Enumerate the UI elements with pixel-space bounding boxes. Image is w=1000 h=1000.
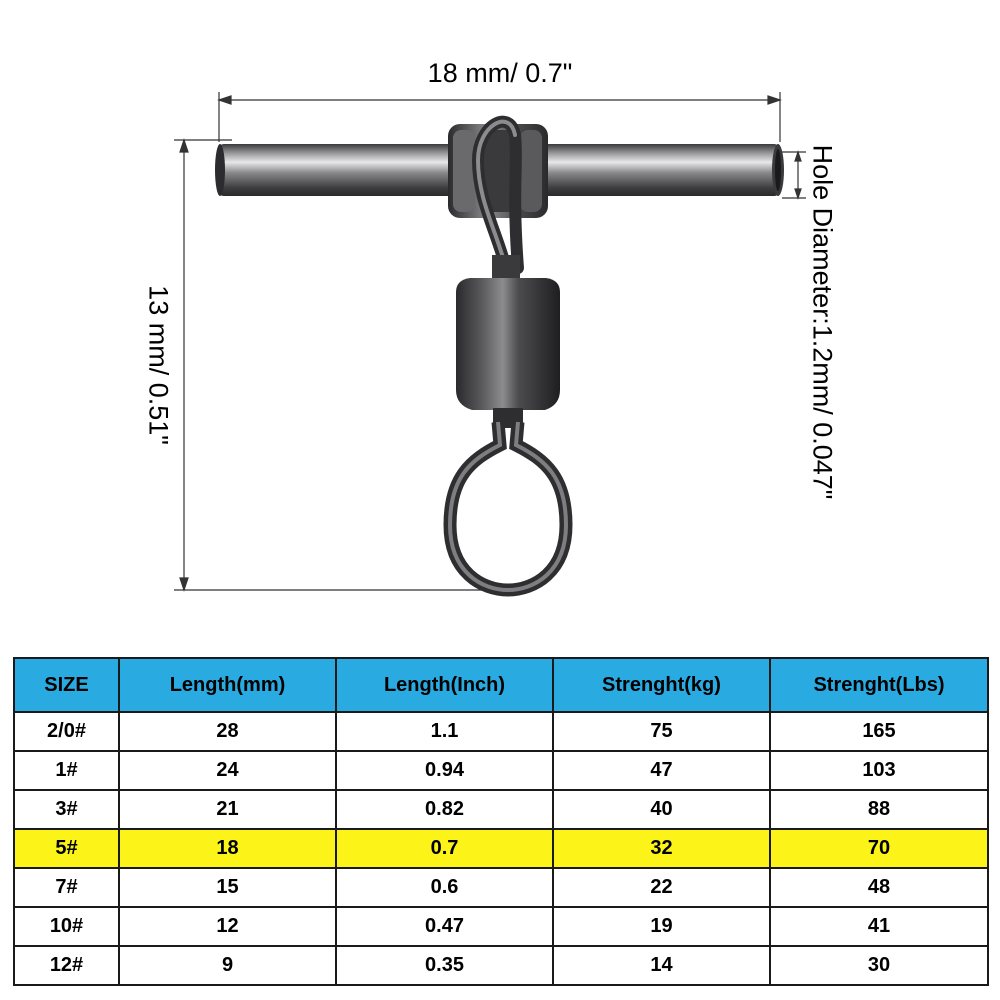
width-dimension-label <box>0 58 1000 89</box>
cell-strength-kg: 47 <box>553 751 770 790</box>
header-length-inch: Length(Inch) <box>336 658 553 712</box>
width-dimension-text: 18 mm/ 0.7" <box>427 58 573 88</box>
cell-size: 3# <box>14 790 119 829</box>
center-collar <box>448 124 548 218</box>
hole-diameter-label: Hole Diameter:1.2mm/ 0.047" <box>807 144 838 500</box>
cell-strength-lbs: 103 <box>770 751 988 790</box>
cell-strength-kg: 14 <box>553 946 770 985</box>
cell-strength-kg: 75 <box>553 712 770 751</box>
cell-size: 12# <box>14 946 119 985</box>
swivel-barrel <box>456 255 560 428</box>
table-row <box>14 790 988 829</box>
cell-length-mm: 18 <box>119 829 336 868</box>
cell-size: 2/0# <box>14 712 119 751</box>
cell-length-mm: 21 <box>119 790 336 829</box>
cell-strength-lbs: 30 <box>770 946 988 985</box>
cell-strength-lbs: 70 <box>770 829 988 868</box>
cell-length-inch: 0.6 <box>336 868 553 907</box>
table-row-highlighted <box>14 829 988 868</box>
cell-length-inch: 1.1 <box>336 712 553 751</box>
table-header-row <box>14 658 988 712</box>
table-row <box>14 907 988 946</box>
cell-length-mm: 24 <box>119 751 336 790</box>
cell-strength-kg: 40 <box>553 790 770 829</box>
cell-size: 1# <box>14 751 119 790</box>
cell-length-inch: 0.94 <box>336 751 553 790</box>
cell-strength-lbs: 48 <box>770 868 988 907</box>
cell-strength-kg: 32 <box>553 829 770 868</box>
cell-strength-kg: 19 <box>553 907 770 946</box>
cell-size: 7# <box>14 868 119 907</box>
cell-length-mm: 12 <box>119 907 336 946</box>
cell-size: 10# <box>14 907 119 946</box>
cell-strength-kg: 22 <box>553 868 770 907</box>
table-row <box>14 712 988 751</box>
cell-length-inch: 0.47 <box>336 907 553 946</box>
table-row <box>14 946 988 985</box>
cell-length-inch: 0.35 <box>336 946 553 985</box>
header-size: SIZE <box>14 658 119 712</box>
cell-strength-lbs: 88 <box>770 790 988 829</box>
cell-strength-lbs: 41 <box>770 907 988 946</box>
hole-dimension-line <box>782 152 806 198</box>
header-strength-kg: Strenght(kg) <box>553 658 770 712</box>
table-row <box>14 751 988 790</box>
cell-length-mm: 15 <box>119 868 336 907</box>
cell-length-mm: 28 <box>119 712 336 751</box>
size-spec-table <box>13 657 989 986</box>
table-row <box>14 868 988 907</box>
cell-length-mm: 9 <box>119 946 336 985</box>
cell-length-inch: 0.82 <box>336 790 553 829</box>
header-length-mm: Length(mm) <box>119 658 336 712</box>
height-dimension-label: 13 mm/ 0.51" <box>143 285 174 445</box>
cell-strength-lbs: 165 <box>770 712 988 751</box>
cell-size: 5# <box>14 829 119 868</box>
swivel-eye <box>450 422 566 590</box>
header-strength-lbs: Strenght(Lbs) <box>770 658 988 712</box>
cell-length-inch: 0.7 <box>336 829 553 868</box>
